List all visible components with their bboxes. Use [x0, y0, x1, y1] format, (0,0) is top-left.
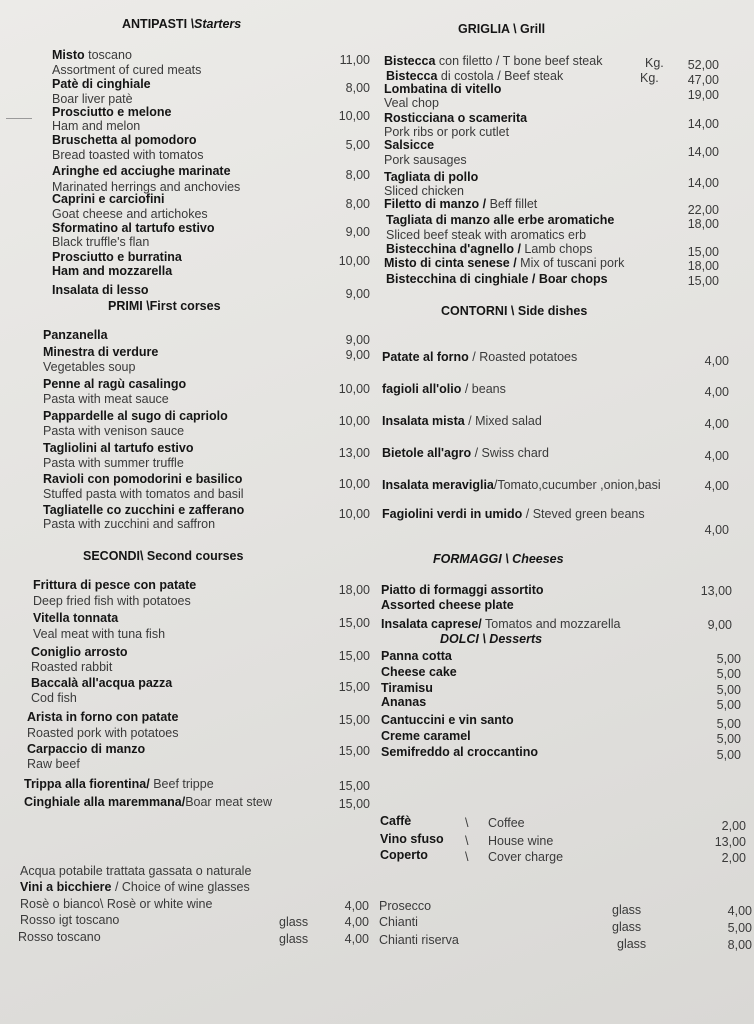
item-price: 18,00 — [338, 583, 370, 597]
item-name: Cantuccini e vin santo — [381, 713, 514, 727]
item-name: Bistecchina d'agnello / Lamb chops — [386, 242, 593, 256]
item-name: Bistecca di costola / Beef steak — [386, 69, 564, 83]
item-price: 10,00 — [338, 254, 370, 268]
item-name: Vitella tonnata — [33, 611, 119, 625]
beverage-name: Vino sfuso — [380, 832, 444, 846]
item-name: Aringhe ed acciughe marinate — [52, 164, 231, 178]
item-price: 15,00 — [338, 680, 370, 694]
item-name: Misto di cinta senese / Mix of tuscani pork — [384, 256, 625, 270]
item-price: 5,00 — [716, 683, 741, 697]
item-description: Roasted rabbit — [31, 660, 113, 674]
item-price: 8,00 — [345, 81, 370, 95]
item-price: 15,00 — [338, 797, 370, 811]
item-name: Patè di cinghiale — [52, 77, 151, 91]
item-description: Assorted cheese plate — [381, 598, 514, 612]
water-note: Acqua potabile trattata gassata o naturale — [20, 864, 252, 878]
item-name: Piatto di formaggi assortito — [381, 583, 544, 597]
item-description: Sliced beef steak with aromatics erb — [386, 228, 587, 242]
wine-price: 4,00 — [344, 915, 369, 929]
item-translation: Mix of tuscani pork — [516, 256, 625, 270]
item-name: Arista in forno con patate — [27, 710, 179, 724]
item-name: Fagiolini verdi in umido / Steved green beans — [382, 507, 645, 521]
item-price: 11,00 — [339, 53, 370, 67]
item-translation: Beef trippe — [149, 777, 214, 791]
item-description: Veal meat with tuna fish — [33, 627, 166, 641]
item-price: 52,00 — [687, 58, 719, 72]
item-translation: Tomatos and mozzarella — [481, 617, 621, 631]
item-price: 15,00 — [338, 779, 370, 793]
beverage-translation: Cover charge — [488, 850, 564, 864]
item-name: Ananas — [381, 695, 427, 709]
item-name: Trippa alla fiorentina/ Beef trippe — [24, 777, 214, 791]
section-title-antipasti: ANTIPASTI \Starters — [122, 17, 242, 31]
item-price: 13,00 — [700, 584, 732, 598]
item-price: 14,00 — [687, 117, 719, 131]
item-name: Bistecca con filetto / T bone beef steak — [384, 54, 603, 68]
wine-section-subtitle: / Choice of wine glasses — [111, 880, 250, 894]
item-name: Tagliata di pollo — [384, 170, 479, 184]
item-name: Cheese cake — [381, 665, 457, 679]
wine-price: 4,00 — [344, 932, 369, 946]
item-price: 5,00 — [716, 717, 741, 731]
item-price: 18,00 — [687, 259, 719, 273]
item-name: Bistecchina di cinghiale / Boar chops — [386, 272, 608, 286]
item-price: 15,00 — [338, 713, 370, 727]
item-translation: di costola / Beef steak — [437, 69, 564, 83]
item-name: Cinghiale alla maremmana/Boar meat stew — [24, 795, 273, 809]
item-name: Lombatina di vitello — [384, 82, 502, 96]
separator: \ — [465, 816, 469, 830]
item-name: Prosciutto e burratina — [52, 250, 182, 264]
item-description: Pasta with meat sauce — [43, 392, 169, 406]
item-price: 10,00 — [338, 507, 370, 521]
item-translation: / beans — [461, 382, 506, 396]
separator: \ — [465, 850, 469, 864]
item-name: Tagliata di manzo alle erbe aromatiche — [386, 213, 615, 227]
item-description: Pasta with venison sauce — [43, 424, 185, 438]
item-price: 47,00 — [687, 73, 719, 87]
wine-name: Prosecco — [379, 899, 432, 913]
item-price: 5,00 — [716, 652, 741, 666]
section-title-formaggi: FORMAGGI \ Cheeses — [433, 552, 564, 566]
item-description: Ham and melon — [52, 119, 141, 133]
item-price: 22,00 — [687, 203, 719, 217]
wine-section-title: Vini a bicchiere / Choice of wine glasses — [20, 880, 250, 894]
item-price: 4,00 — [704, 385, 729, 399]
wine-unit: glass — [612, 920, 642, 934]
wine-name: Rosè o bianco\ Rosè or white wine — [20, 897, 213, 911]
wine-price: 4,00 — [727, 904, 752, 918]
item-price: 4,00 — [704, 449, 729, 463]
item-price: 15,00 — [687, 274, 719, 288]
item-description: Cod fish — [31, 691, 77, 705]
item-name: Frittura di pesce con patate — [33, 578, 197, 592]
item-description: Ham and mozzarella — [52, 264, 173, 278]
item-price: 14,00 — [687, 176, 719, 190]
section-title-dolci: DOLCI \ Desserts — [440, 632, 543, 646]
item-price: 5,00 — [345, 138, 370, 152]
item-name: Filetto di manzo / Beff fillet — [384, 197, 538, 211]
wine-unit: glass — [279, 932, 309, 946]
item-price: 10,00 — [338, 382, 370, 396]
wine-name: Rosso igt toscano — [20, 913, 120, 927]
wine-price: 8,00 — [727, 938, 752, 952]
item-name: fagioli all'olio / beans — [382, 382, 506, 396]
item-price: 13,00 — [338, 446, 370, 460]
section-title-griglia: GRIGLIA \ Grill — [458, 22, 546, 36]
pen-mark — [6, 118, 32, 119]
item-name: Tagliatelle co zucchini e zafferano — [43, 503, 245, 517]
item-price: 9,00 — [345, 348, 370, 362]
item-name: Panna cotta — [381, 649, 452, 663]
item-translation: toscano — [84, 48, 132, 62]
item-description: Roasted pork with potatoes — [27, 726, 179, 740]
item-description: Sliced chicken — [384, 184, 464, 198]
item-price: 10,00 — [338, 477, 370, 491]
section-title-secondi: SECONDI\ Second courses — [83, 549, 244, 563]
item-description: Boar liver patè — [52, 92, 133, 106]
wine-name: Rosso toscano — [18, 930, 101, 944]
beverage-translation: Coffee — [488, 816, 525, 830]
wine-name: Chianti riserva — [379, 933, 459, 947]
item-description: Vegetables soup — [43, 360, 136, 374]
item-price: 10,00 — [338, 109, 370, 123]
item-name: Insalata caprese/ Tomatos and mozzarella — [381, 617, 621, 631]
item-price: 5,00 — [716, 698, 741, 712]
item-translation: / Steved green beans — [522, 507, 645, 521]
separator: \ — [465, 834, 469, 848]
item-description: Goat cheese and artichokes — [52, 207, 208, 221]
item-name: Ravioli con pomodorini e basilico — [43, 472, 243, 486]
wine-unit: glass — [617, 937, 647, 951]
section-title-primi: PRIMI \First corses — [108, 299, 221, 313]
item-description: Assortment of cured meats — [52, 63, 202, 77]
wine-price: 4,00 — [344, 899, 369, 913]
item-translation: / Mixed salad — [464, 414, 542, 428]
section-subtitle: \Starters — [187, 17, 242, 31]
item-name: Creme caramel — [381, 729, 471, 743]
item-price: 8,00 — [345, 168, 370, 182]
item-price: 18,00 — [687, 217, 719, 231]
item-name: Baccalà all'acqua pazza — [31, 676, 173, 690]
item-translation: con filetto / T bone beef steak — [435, 54, 603, 68]
wine-name: Chianti — [379, 915, 418, 929]
item-description: Pasta with zucchini and saffron — [43, 517, 216, 531]
unit-label: Kg. — [640, 71, 659, 85]
item-name: Minestra di verdure — [43, 345, 159, 359]
item-translation: / Roasted potatoes — [468, 350, 578, 364]
item-price: 14,00 — [687, 145, 719, 159]
beverage-price: 2,00 — [721, 851, 746, 865]
beverage-name: Caffè — [380, 814, 412, 828]
item-name: Salsicce — [384, 138, 435, 152]
item-name: Penne al ragù casalingo — [43, 377, 187, 391]
item-description: Veal chop — [384, 96, 439, 110]
item-translation: Boar meat stew — [185, 795, 273, 809]
unit-label: Kg. — [645, 56, 664, 70]
item-name: Misto toscano — [52, 48, 132, 62]
item-description: Raw beef — [27, 757, 80, 771]
item-translation: / Swiss chard — [471, 446, 549, 460]
item-description: Marinated herrings and anchovies — [52, 180, 241, 194]
item-price: 19,00 — [687, 88, 719, 102]
item-name: Patate al forno / Roasted potatoes — [382, 350, 578, 364]
section-title-contorni: CONTORNI \ Side dishes — [441, 304, 588, 318]
beverage-price: 13,00 — [714, 835, 746, 849]
item-name: Insalata meraviglia/Tomato,cucumber ,onion,basi — [382, 478, 661, 492]
item-price: 4,00 — [704, 354, 729, 368]
item-name: Insalata mista / Mixed salad — [382, 414, 542, 428]
item-name: Pappardelle al sugo di capriolo — [43, 409, 228, 423]
item-price: 15,00 — [338, 744, 370, 758]
beverage-price: 2,00 — [721, 819, 746, 833]
item-price: 4,00 — [704, 523, 729, 537]
item-description: Pasta with summer truffle — [43, 456, 184, 470]
item-name: Carpaccio di manzo — [27, 742, 146, 756]
item-description: Deep fried fish with potatoes — [33, 594, 191, 608]
beverage-translation: House wine — [488, 834, 554, 848]
item-name: Coniglio arrosto — [31, 645, 128, 659]
item-price: 4,00 — [704, 417, 729, 431]
wine-unit: glass — [612, 903, 642, 917]
item-price: 10,00 — [338, 414, 370, 428]
item-name: Insalata di lesso — [52, 283, 149, 297]
wine-price: 5,00 — [727, 921, 752, 935]
item-price: 15,00 — [338, 616, 370, 630]
item-name: Bruschetta al pomodoro — [52, 133, 197, 147]
item-price: 15,00 — [338, 649, 370, 663]
item-description: Bread toasted with tomatos — [52, 148, 204, 162]
item-name: Rosticciana o scamerita — [384, 111, 528, 125]
item-description: Black truffle's flan — [52, 235, 150, 249]
item-price: 9,00 — [707, 618, 732, 632]
item-price: 9,00 — [345, 333, 370, 347]
item-price: 4,00 — [704, 479, 729, 493]
item-translation: Lamb chops — [520, 242, 593, 256]
item-name: Bietole all'agro / Swiss chard — [382, 446, 549, 460]
item-name: Panzanella — [43, 328, 108, 342]
item-description: Stuffed pasta with tomatos and basil — [43, 487, 244, 501]
item-price: 15,00 — [687, 245, 719, 259]
item-name: Tiramisu — [381, 681, 433, 695]
wine-unit: glass — [279, 915, 309, 929]
item-price: 5,00 — [716, 667, 741, 681]
item-name: Semifreddo al croccantino — [381, 745, 538, 759]
item-price: 9,00 — [345, 225, 370, 239]
item-name: Prosciutto e melone — [52, 105, 172, 119]
item-description: Pork sausages — [384, 153, 467, 167]
item-price: 5,00 — [716, 732, 741, 746]
item-translation: /Tomato,cucumber ,onion,basi — [493, 478, 661, 492]
item-name: Caprini e carciofini — [52, 192, 165, 206]
item-name: Sformatino al tartufo estivo — [52, 221, 215, 235]
item-price: 9,00 — [345, 287, 370, 301]
item-price: 8,00 — [345, 197, 370, 211]
item-description: Pork ribs or pork cutlet — [384, 125, 510, 139]
item-translation: Beff fillet — [486, 197, 538, 211]
item-name: Tagliolini al tartufo estivo — [43, 441, 194, 455]
item-price: 5,00 — [716, 748, 741, 762]
beverage-name: Coperto — [380, 848, 428, 862]
